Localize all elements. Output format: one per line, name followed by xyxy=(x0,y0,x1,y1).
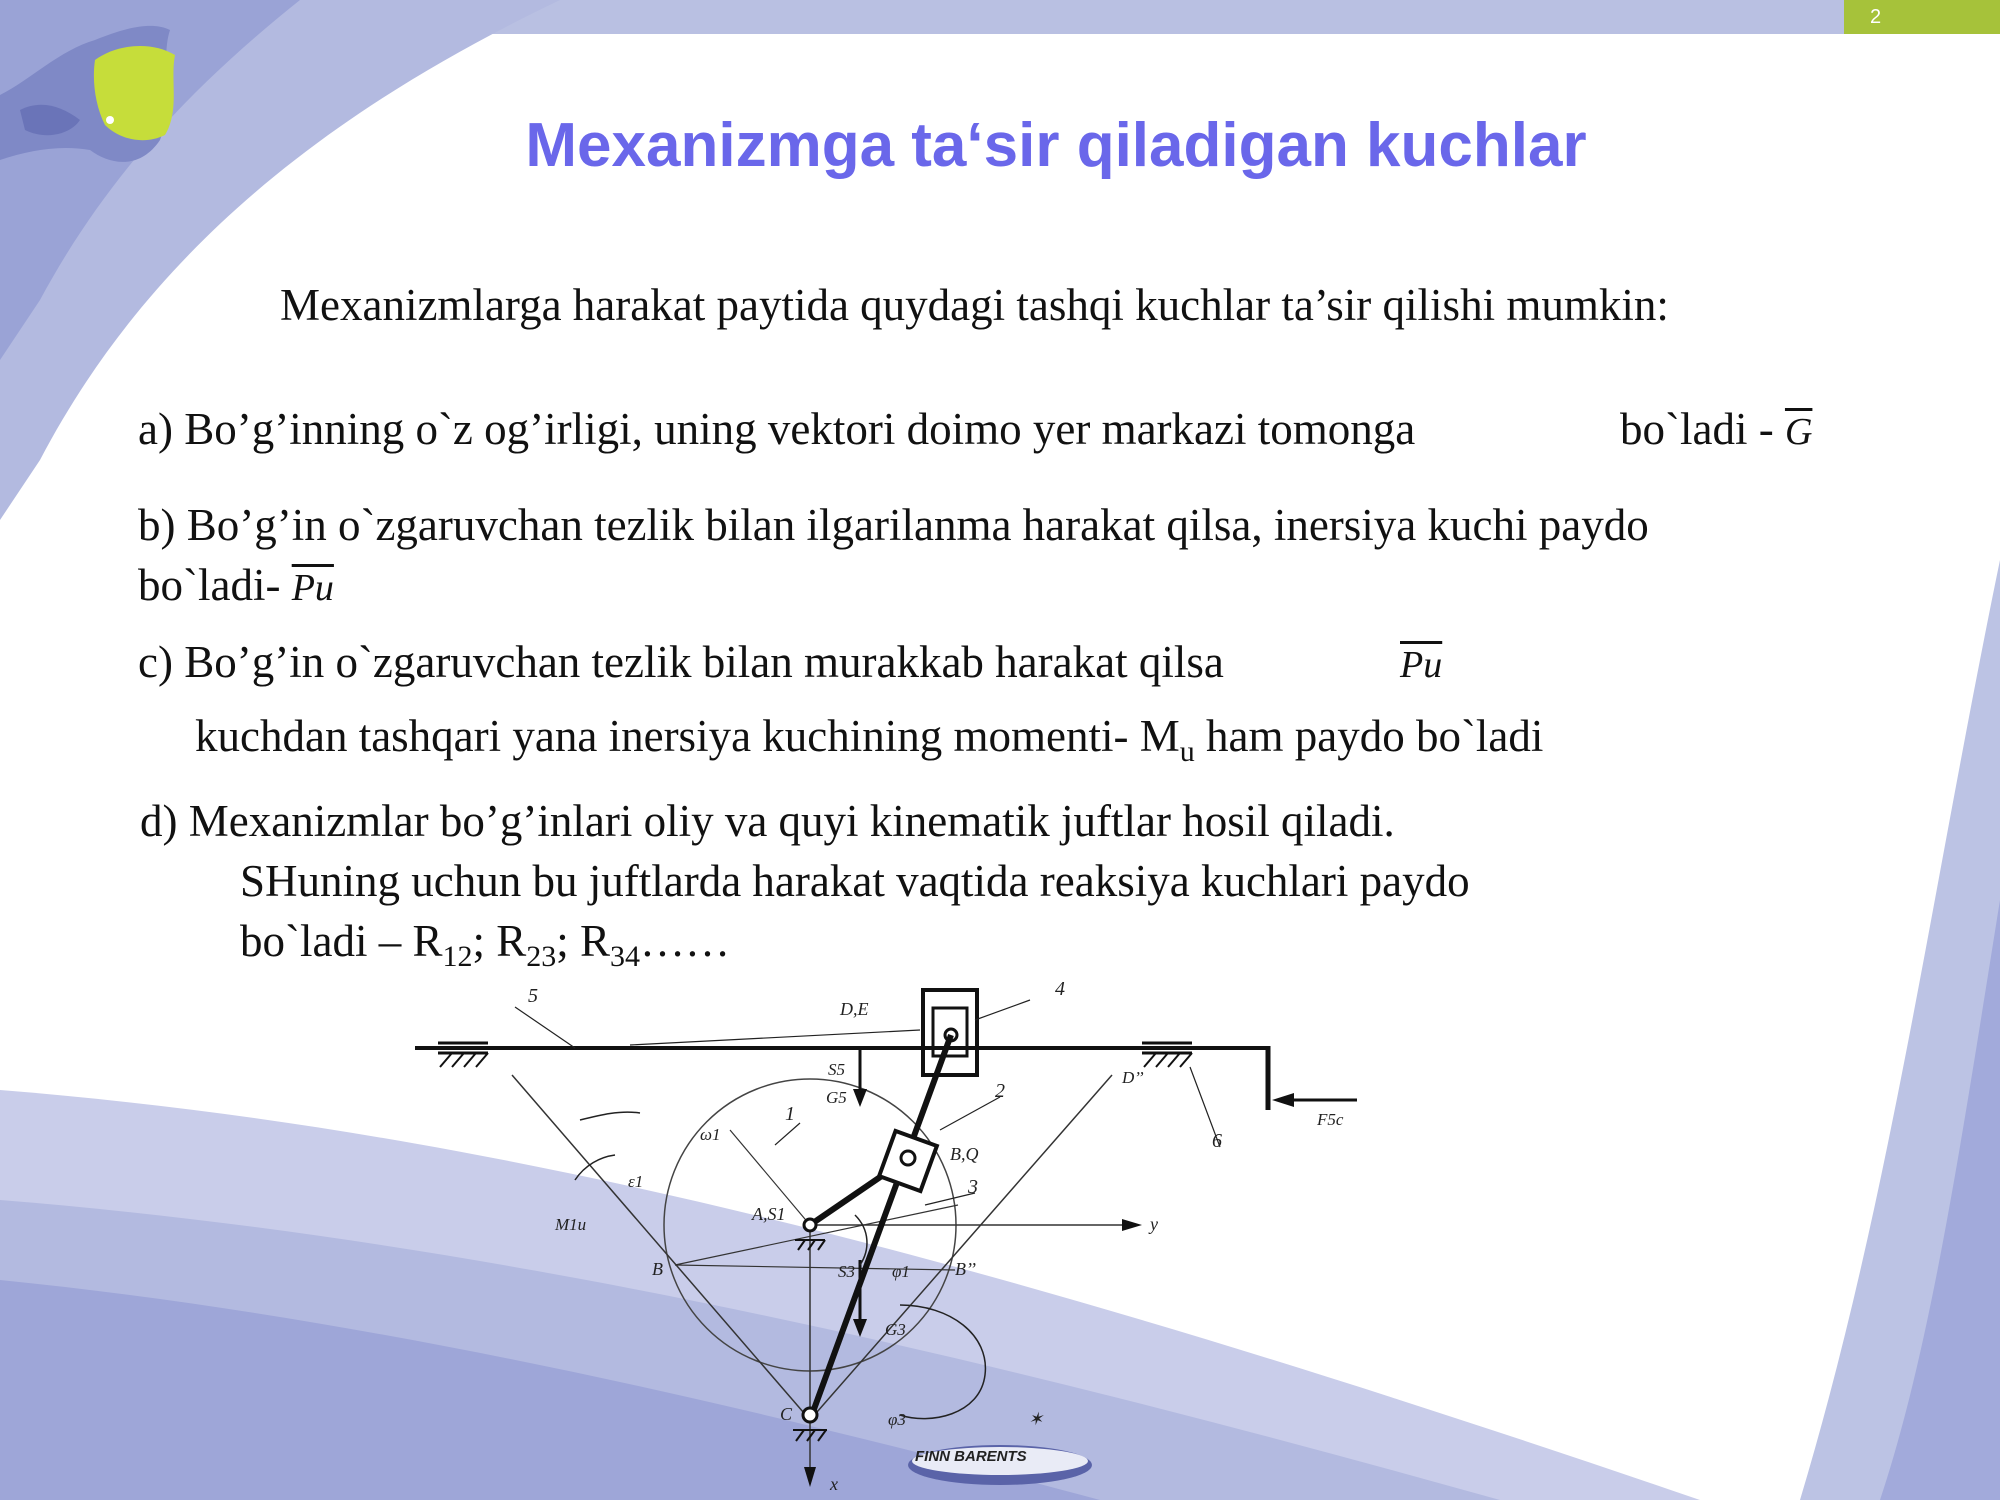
label-f5c: F5c xyxy=(1317,1110,1344,1129)
label-b2: B’’ xyxy=(955,1259,976,1279)
label-c: C xyxy=(780,1404,793,1424)
r34-subscript: 34 xyxy=(610,940,641,973)
label-s5: S5 xyxy=(828,1060,845,1079)
label-n6: 6 xyxy=(1212,1130,1222,1152)
mechanism-diagram xyxy=(400,975,1380,1500)
item-a-text: a) Bo’g’inning o`z og’irligi, uning vektori doimo yer markazi tomonga xyxy=(138,404,1416,454)
item-a-tail-text: bo`ladi - xyxy=(1620,404,1774,454)
pu-symbol-b: $\overline{Pu}$ xyxy=(291,567,334,609)
label-de: D,E xyxy=(840,999,869,1019)
label-x: x xyxy=(830,1474,838,1494)
r12-subscript: 12 xyxy=(442,940,473,973)
label-s3: S3 xyxy=(838,1262,855,1281)
svg-text:✶: ✶ xyxy=(1028,1409,1044,1429)
label-d2: D’’ xyxy=(1122,1068,1144,1087)
item-b-line2-text: bo`ladi- xyxy=(138,560,281,610)
label-b: B xyxy=(652,1259,663,1279)
label-e1: ε1 xyxy=(628,1172,644,1191)
pu-symbol-c: $\overline{Pu}$ xyxy=(1400,644,1443,686)
sep1: ; R xyxy=(472,916,527,966)
label-as1: A,S1 xyxy=(752,1204,786,1224)
label-n4: 4 xyxy=(1055,978,1065,1000)
item-b-line1: b) Bo’g’in o`zgaruvchan tezlik bilan ilgarilanma harakat qilsa, inersiya kuchi paydo xyxy=(138,500,1649,550)
item-b-line2 xyxy=(138,555,334,618)
label-n2: 2 xyxy=(995,1080,1005,1102)
item-d-line1: d) Mexanizmlar bo’g’inlari oliy va quyi kinematik juftlar hosil qiladi. xyxy=(140,796,1395,846)
label-n3: 3 xyxy=(968,1176,978,1198)
label-g3: G3 xyxy=(885,1320,906,1339)
label-n5: 5 xyxy=(528,985,538,1007)
item-d-line3 xyxy=(240,911,730,971)
pu-symbol-c-wrap xyxy=(1400,632,1442,695)
item-d-line2: SHuning uchun bu juftlarda harakat vaqtida reaksiya kuchlari paydo xyxy=(240,856,1470,906)
label-phi1: φ1 xyxy=(892,1262,910,1281)
g-symbol: $\overline{G}$ xyxy=(1784,411,1813,453)
label-w1: ω1 xyxy=(700,1125,721,1144)
r23-subscript: 23 xyxy=(526,940,557,973)
item-c-line2 xyxy=(195,706,1543,766)
label-phi3: φ3 xyxy=(888,1410,906,1429)
sep2: ; R xyxy=(556,916,611,966)
label-g5: G5 xyxy=(826,1088,847,1107)
label-m1u: M1u xyxy=(555,1215,587,1234)
item-c-line1: c) Bo’g’in o`zgaruvchan tezlik bilan murakkab harakat qilsa xyxy=(138,637,1224,687)
moment-subscript: u xyxy=(1179,735,1195,768)
logo-text: FINN BARENTS xyxy=(915,1448,1027,1465)
finn-barents-logo xyxy=(908,1409,1092,1485)
item-d-line3-start: bo`ladi – R xyxy=(240,916,443,966)
label-y: y xyxy=(1150,1214,1158,1234)
page-number: 2 xyxy=(1844,0,2000,34)
intro-text: Mexanizmlarga harakat paytida quydagi tashqi kuchlar ta’sir qilishi mumkin: xyxy=(280,280,1669,330)
item-c-line2-end: ham paydo bo`ladi xyxy=(1194,711,1544,761)
item-a-tail xyxy=(1620,399,1812,462)
label-n1: 1 xyxy=(785,1103,795,1125)
label-bq: B,Q xyxy=(950,1144,979,1164)
item-c-line2-start: kuchdan tashqari yana inersiya kuchining momenti- M xyxy=(195,711,1180,761)
item-d-line3-end: …… xyxy=(640,916,731,966)
slide-title: Mexanizmga ta‘sir qiladigan kuchlar xyxy=(525,111,1587,180)
